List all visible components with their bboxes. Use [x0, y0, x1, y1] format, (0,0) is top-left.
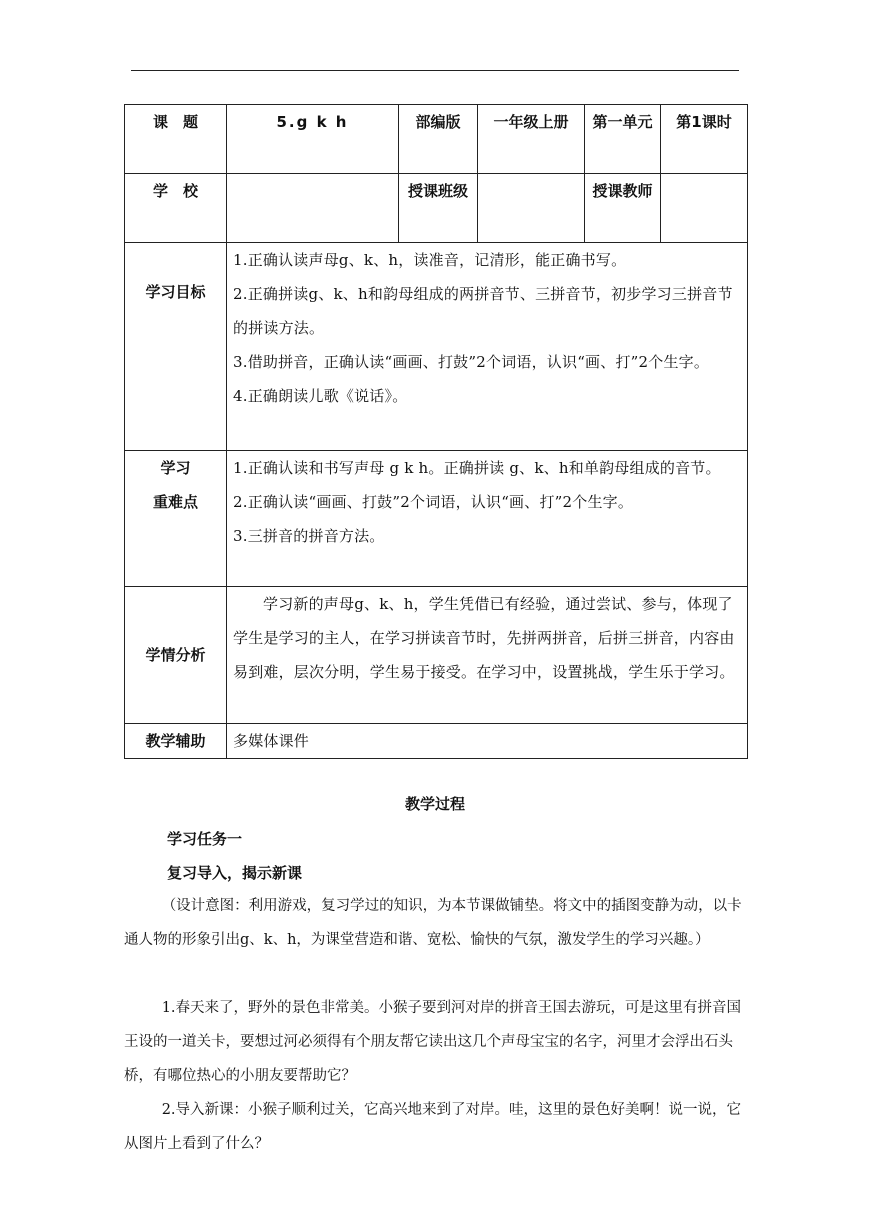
table-row — [125, 105, 748, 174]
keypoint-item: 2.正确认读“画画、打鼓”2个词语，认识“画、打”2个生字。 — [233, 493, 634, 511]
design-intent: （设计意图：利用游戏，复习学过的知识，为本节课做铺垫。将文中的插图变静为动，以卡通人物的形象引出g、k、h，为课堂营造和谐、宽松、愉快的气氛，激发学生的学习兴趣。） — [124, 898, 742, 948]
aids-content: 多媒体课件 — [227, 724, 748, 759]
goal-item: 3.借助拼音，正确认读“画画、打鼓”2个词语，认识“画、打”2个生字。 — [233, 353, 710, 371]
process-title: 教学过程 — [404, 795, 465, 813]
task-heading: 学习任务一 — [167, 830, 243, 848]
goal-item: 1.正确认读声母g、k、h，读准音，记清形，能正确书写。 — [233, 251, 627, 269]
school-value — [227, 174, 399, 243]
topic-value: 5.g k h — [227, 105, 399, 174]
topic-label: 课 题 — [125, 105, 227, 174]
school-label: 学 校 — [125, 174, 227, 243]
table-row — [125, 243, 748, 451]
goals-label: 学习目标 — [125, 243, 227, 451]
teacher-label: 授课教师 — [585, 174, 661, 243]
header-rule — [131, 70, 739, 71]
step-1-paragraph: 1.春天来了，野外的景色非常美。小猴子要到河对岸的拼音王国去游玩，可是这里有拼音国王设的一道关卡，要想过河必须得有个朋友帮它读出这几个声母宝宝的名字，河里才会浮出石头桥，有哪位热心的小朋友要帮助它？ — [124, 1000, 742, 1084]
class-label: 授课班级 — [399, 174, 478, 243]
lesson-plan-table — [124, 104, 748, 759]
aids-label: 教学辅助 — [125, 724, 227, 759]
goal-item: 2.正确拼读g、k、h和韵母组成的两拼音节、三拼音节，初步学习三拼音节的拼读方法。 — [233, 285, 733, 337]
teacher-value — [661, 174, 748, 243]
analysis-content: 学习新的声母g、k、h，学生凭借已有经验，通过尝试、参与，体现了学生是学习的主人，在学习拼读音节时，先拼两拼音，后拼三拼音，内容由易到难，层次分明，学生易于接受。在学习中，设置挑战，学生乐于学习。 — [227, 587, 748, 724]
table-row — [125, 587, 748, 724]
goal-item: 4.正确朗读儿歌《说话》。 — [233, 387, 408, 405]
keypoints-content — [227, 451, 748, 587]
grade-value: 一年级上册 — [478, 105, 585, 174]
table-row — [125, 174, 748, 243]
keypoint-item: 3.三拼音的拼音方法。 — [233, 527, 385, 545]
keypoints-label-line1: 学习 — [160, 459, 191, 477]
edition-value: 部编版 — [399, 105, 478, 174]
table-row — [125, 724, 748, 759]
keypoints-label — [125, 451, 227, 587]
goals-content — [227, 243, 748, 451]
class-value — [478, 174, 585, 243]
unit-value: 第一单元 — [585, 105, 661, 174]
step-2-paragraph: 2.导入新课：小猴子顺利过关，它高兴地来到了对岸。哇，这里的景色好美啊！说一说，它从图片上看到了什么？ — [124, 1102, 742, 1152]
table-row — [125, 451, 748, 587]
lesson-number: 第1课时 — [661, 105, 748, 174]
keypoint-item: 1.正确认读和书写声母 g k h。正确拼读 g、k、h和单韵母组成的音节。 — [233, 459, 721, 477]
task-subtitle: 复习导入，揭示新课 — [167, 864, 303, 882]
analysis-label: 学情分析 — [125, 587, 227, 724]
keypoints-label-line2: 重难点 — [152, 493, 198, 511]
